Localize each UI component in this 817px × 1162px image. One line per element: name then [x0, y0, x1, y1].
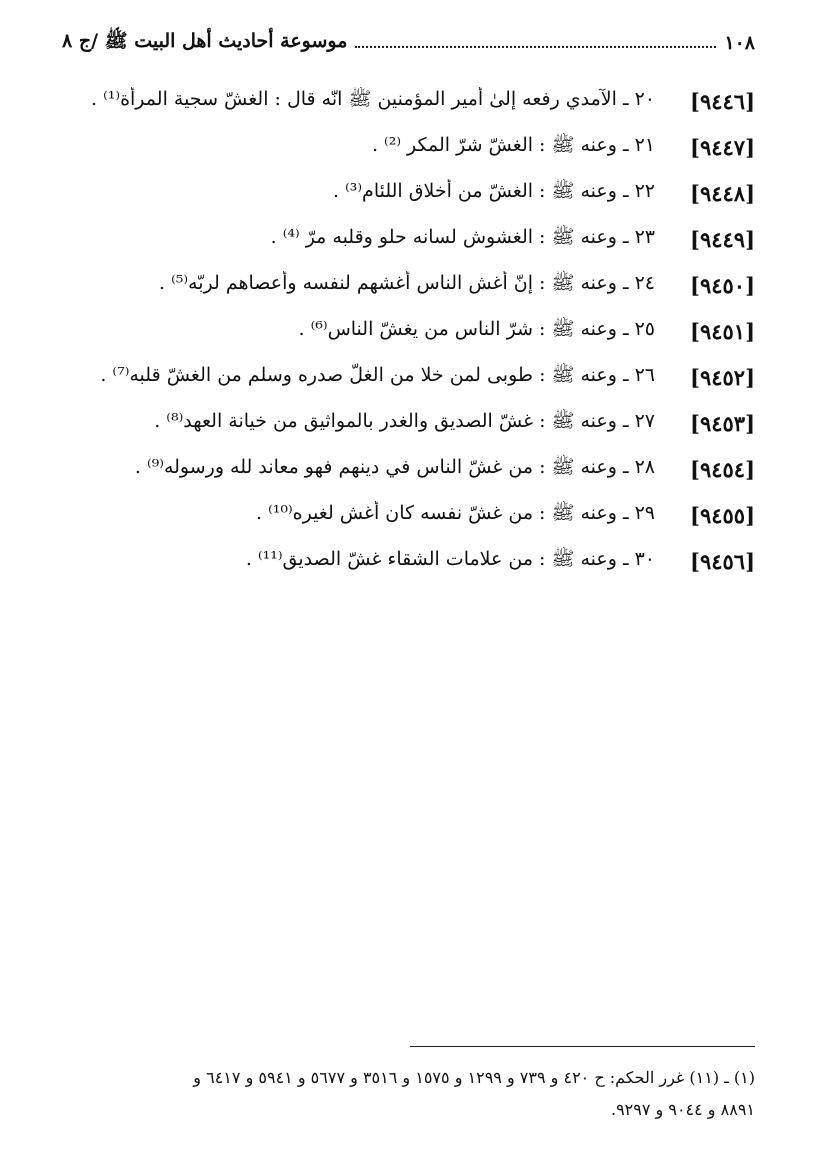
running-title: موسوعة أحاديث أهل البيت ﷺ /ج ٨ [62, 30, 348, 52]
hadith-entry [62, 400, 755, 446]
hadith-text: ٣٠ ـ وعنه ﷺ : من علامات الشقاء غشّ الصديق⁽¹¹⁾ . [245, 548, 655, 570]
hadith-entry [62, 308, 755, 354]
hadith-code: [٩٤٤٧] [690, 134, 755, 160]
hadith-code: [٩٤٤٩] [690, 226, 755, 252]
footnote-separator [410, 1046, 755, 1047]
hadith-code: [٩٤٥٠] [690, 272, 755, 298]
page-header [62, 26, 755, 60]
hadith-text: ٢٤ ـ وعنه ﷺ : إنّ أغش الناس أغشهم لنفسه وأعصاهم لربّه⁽⁵⁾ . [158, 272, 655, 294]
footnote-line: ٨٨٩١ و ٩٠٤٤ و ٩٢٩٧. [610, 1100, 755, 1119]
hadith-entry [62, 492, 755, 538]
page-number: ١٠٨ [724, 32, 755, 54]
hadith-code: [٩٤٥٣] [690, 410, 755, 436]
hadith-entry [62, 446, 755, 492]
header-dot-leader [355, 46, 716, 48]
hadith-text: ٢٥ ـ وعنه ﷺ : شرّ الناس من يغشّ الناس⁽⁶⁾ . [298, 318, 655, 340]
hadith-text: ٢١ ـ وعنه ﷺ : الغشّ شرّ المكر ⁽²⁾ . [371, 134, 655, 156]
hadith-code: [٩٤٥٦] [690, 548, 755, 574]
footnote-line: (١) ـ (١١) غرر الحكم: ح ٤٢٠ و ٧٣٩ و ١٢٩٩ و ١٥٧٥ و ٣٥١٦ و ٥٦٧٧ و ٥٩٤١ و ٦٤١٧ و [193, 1068, 755, 1087]
hadith-text: ٢٠ ـ الآمدي رفعه إلىٰ أمير المؤمنين ﷺ انّه قال : الغشّ سجية المرأة⁽¹⁾ . [91, 88, 655, 110]
hadith-entry [62, 262, 755, 308]
hadith-code: [٩٤٥٥] [690, 502, 755, 528]
hadith-code: [٩٤٥٢] [690, 364, 755, 390]
hadith-text: ٢٢ ـ وعنه ﷺ : الغشّ من أخلاق اللئام⁽³⁾ . [333, 180, 655, 202]
hadith-entry [62, 124, 755, 170]
hadith-text: ٢٦ ـ وعنه ﷺ : طوبى لمن خلا من الغلّ صدره وسلم من الغشّ قلبه⁽⁷⁾ . [100, 364, 655, 386]
hadith-text: ٢٩ ـ وعنه ﷺ : من غشّ نفسه كان أغش لغيره⁽¹⁰⁾ . [255, 502, 655, 524]
hadith-text: ٢٧ ـ وعنه ﷺ : غشّ الصديق والغدر بالمواثيق من خيانة العهد⁽⁸⁾ . [154, 410, 655, 432]
hadith-entry [62, 538, 755, 584]
footnote-block [62, 1062, 755, 1126]
hadith-code: [٩٤٤٦] [690, 88, 755, 114]
hadith-entry [62, 78, 755, 124]
hadith-text: ٢٣ ـ وعنه ﷺ : الغشوش لسانه حلو وقلبه مرّ ⁽⁴⁾ . [270, 226, 655, 248]
hadith-code: [٩٤٥١] [690, 318, 755, 344]
hadith-entry [62, 216, 755, 262]
hadith-code: [٩٤٥٤] [690, 456, 755, 482]
hadith-entry [62, 170, 755, 216]
hadith-entry [62, 354, 755, 400]
hadith-text: ٢٨ ـ وعنه ﷺ : من غشّ الناس في دينهم فهو معاند لله ورسوله⁽⁹⁾ . [134, 456, 655, 478]
hadith-list [62, 78, 755, 584]
hadith-code: [٩٤٤٨] [690, 180, 755, 206]
